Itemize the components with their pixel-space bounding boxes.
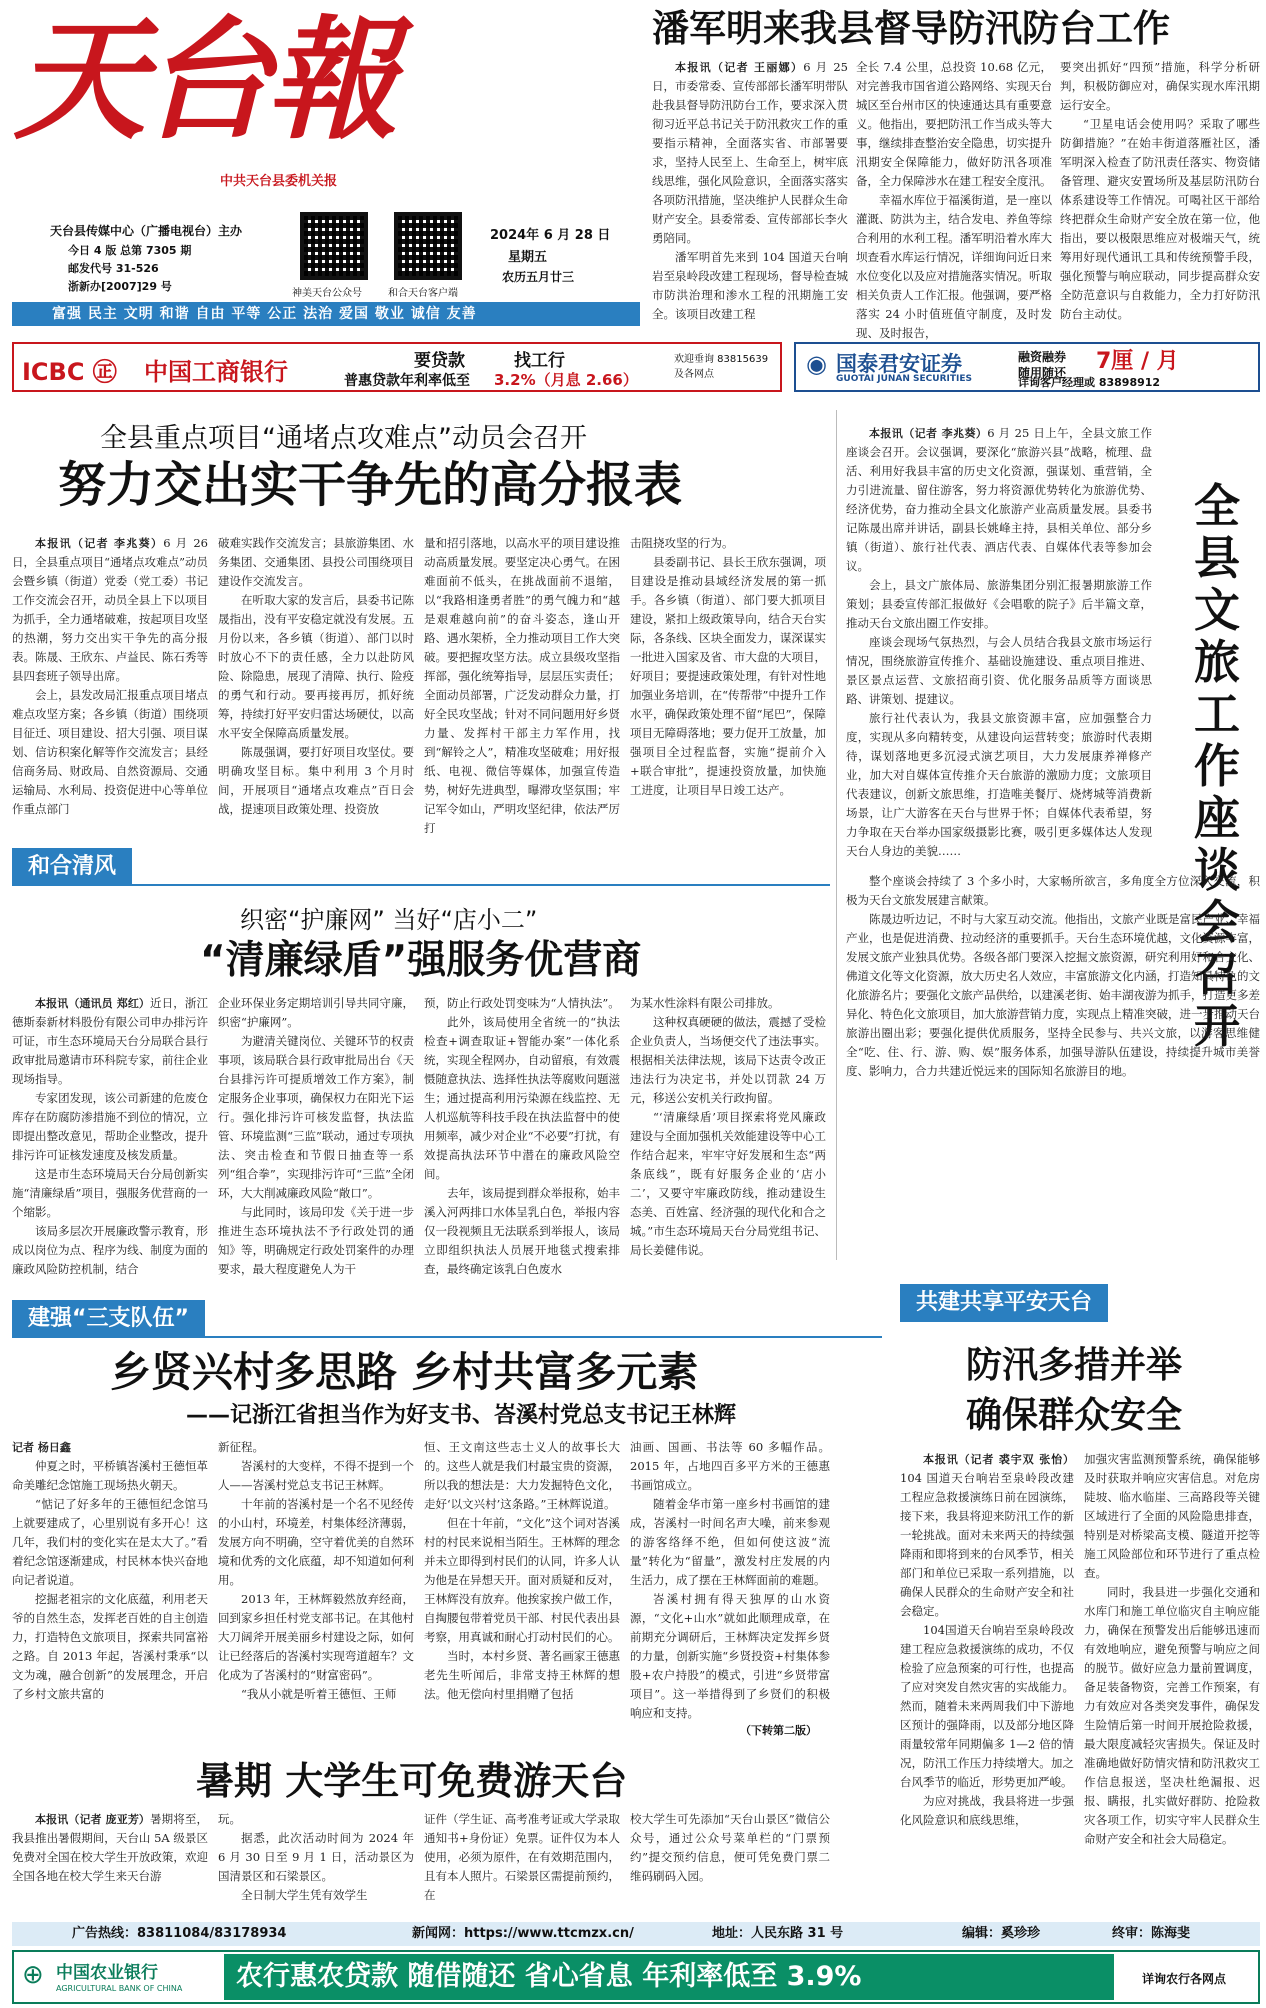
gtja-line-2: 随用随还 — [1018, 366, 1067, 380]
article2-kicker: 全县重点项目“通堵点攻难点”动员会召开 — [100, 423, 587, 454]
icbc-slogan-2: 找工行 — [514, 351, 565, 371]
article2-headline: 努力交出实干争先的高分报表 — [58, 457, 683, 513]
article5-byline: 本报讯（记者 裘宇双 张怡） — [923, 1453, 1074, 1466]
org-name: 中共天台县委机关报 — [220, 174, 338, 189]
lunar-date: 农历五月廿三 — [502, 270, 575, 284]
abc-en: AGRICULTURAL BANK OF CHINA — [56, 1984, 183, 1993]
right-feature-headline: 全县文旅工作座谈会召开 — [1194, 479, 1240, 1053]
issue-number: 今日 4 版 总第 7305 期 — [68, 244, 192, 257]
qr1-label: 神美天台公众号 — [292, 288, 362, 299]
gtja-logo-icon: ◉ — [806, 350, 827, 378]
article3-kicker: 织密“护廉网” 当好“店小二” — [240, 906, 538, 934]
article3-col-3: 预，防止行政处罚变味为“人情执法”。 此外，该局使用全省统一的“执法检查+调查取证+智能办案”一体化系统，实现全程网办，自动留痕，有效震慑随意执法、选择性执法等腐败问题滋生；通过提高利用污染源在线监控、无人机巡航等科技手段在执法监督中的使用频率，减少对企业“不必要”打扰，有效提高执法环节中潜在的廉政风险空间。 去年，该局提到群众举报称，始丰溪入河两排口水体呈乳白色，举报内容仅一段视频且无法联系到举报人，该局立即组织执法人员展开地毯式搜索排查，最终确定该乳白色废水 — [424, 996, 620, 1276]
article3-col-1: 本报讯（通讯员 郑红）近日，浙江德斯泰新材料股份有限公司申办排污许可证，市生态环境局天台分局联合县行政审批局邀请市环科院专家，前往企业现场指导。 专家团发现，该公司新建的危废仓库存在防腐防渗措施不到位的情况，立即提出整改意见，帮助企业整改，提升排污许可证核发速度及核发质量。 这是市生态环境局天台分局创新实施“清廉绿盾”项目，强服务优营商的一个缩影。 该局多层次开展廉政警示教育，形成以岗位为点、程序为线、制度为面的廉政风险防控机制，结合 — [12, 996, 208, 1276]
gtja-en: GUOTAI JUNAN SECURITIES — [836, 374, 972, 384]
newspaper-logo: 天台報 — [14, 3, 392, 158]
article5-headline-1: 防汛多措并举 — [966, 1345, 1183, 1386]
masthead — [0, 0, 640, 320]
article4-headline: 乡贤兴村多思路 乡村共富多元素 — [110, 1348, 699, 1396]
article4-col-1: 记者 杨日鑫 仲夏之时，平桥镇峇溪村王德恒革命美雕纪念馆施工现场热火朝天。 “惦记了好多年的王德恒纪念馆马上就要建成了，心里别说有多开心！这几年，我们村的变化实在是太大了。”看着纪念馆逐渐建成，村民林本快兴奋地向记者说道。 挖掘老祖宗的文化底蕴，利用老天爷的自然生态，发挥老百姓的自主创造力，打造特色文旅项目，探索共同富裕之路。自 2013 年起，峇溪村秉承“以文为魂，融合创新”的发展理念，开启了乡村文旅共富的 — [12, 1441, 208, 1701]
section-line-hehe — [12, 884, 830, 886]
icbc-contact: 欢迎垂询 83815639及各网点 — [674, 354, 769, 380]
footer-website[interactable]: 新闻网：https://www.ttcmzx.cn/ — [412, 1926, 634, 1941]
abc-name: 中国农业银行 — [56, 1963, 158, 1983]
article6-byline: 本报讯（记者 庞亚芳） — [35, 1813, 151, 1826]
right-column-divider — [836, 410, 837, 1260]
article6-col-3: 证件（学生证、高考准考证或大学录取通知书+身份证）免票。证件仅为本人使用，必须为原件，在有效期范围内，且有本人照片。石梁景区需提前预约，在 — [424, 1812, 620, 1902]
article4-continued: （下转第二版） — [740, 1724, 817, 1737]
gtja-ad[interactable] — [794, 342, 1260, 392]
issue-date: 2024年 6 月 28 日 — [490, 228, 611, 243]
icbc-rate: 3.2%（月息 2.66） — [494, 371, 638, 389]
right-feature-top: 本报讯（记者 李兆葵）6 月 25 日上午，全县文旅工作座谈会召开。会议强调，要深化“旅游兴县”战略，梳理、盘活、利用好我县丰富的历史文化资源，强谋划、重营销，全力引进流量、留住游客，努力将资源优势转化为旅游优势、经济优势，奋力推动全县文化旅游产业高质量发展。县委书记陈晟出席并讲话，副县长姚峰主持，县相关单位、部分乡镇（街道）、旅行社代表、酒店代表、自媒体代表等参加会议。 会上，县文广旅体局、旅游集团分别汇报暑期旅游工作策划；县委宣传部汇报做好《会唱歌的院子》后半篇文章，推动天台文旅出圈工作安排。 座谈会现场气氛热烈，与会人员结合我县文旅市场运行情况，围绕旅游宣传推介、基础设施建设、重点项目推进、景区景点运营、文旅招商引资、优化服务品质等方面谈思路、讲策划、提建议。 旅行社代表认为，我县文旅资源丰富，应加强整合力度，实现从多向精转变，从建设向运营转变；旅游时代表期待，谋划落地更多沉浸式演艺项目，大力发展康养禅修产业，加大对自媒体宣传推介天台旅游的激励力度；文旅项目代表建议，创新文旅思维，打造唯美餐厅、烧烤城等消费新场景，让广大游客在天台与世界于怀；自媒体代表希望，努力争取在天台举办国家级摄影比赛，吸引更多媒体达人发现天台人身边的美貌…… — [846, 426, 1152, 858]
section-tag-pingan: 共建共享平安天台 — [900, 1284, 1108, 1322]
article6-col-2: 玩。 据悉，此次活动时间为 2024 年 6 月 30 日至 9 月 1 日，活动景区为国清景区和石梁景区。 全日制大学生凭有效学生 — [218, 1812, 414, 1902]
article2-col-2: 破难实践作交流发言；县旅游集团、水务集团、交通集团、县投公司围绕项目建设作交流发言。 在听取大家的发言后，县委书记陈晟指出，没有平安稳定就没有发展。五月份以来，各乡镇（街道）、部门以时时放心不下的责任感，全力以赴防风险、除隐患，展现了清障、执行、险疫的勇气和行动。要再接再厉，抓好统筹，持续打好平安归雷达场硬仗，以高水平安全保障高质量发展。 陈晟强调，要打好项目攻坚仗。要明确攻坚目标。集中利用 3 个月时间，开展项目“通堵点攻难点”百日会战，提速项目政策处理、投资放 — [218, 536, 414, 816]
article2-byline: 本报讯（记者 李兆葵） — [35, 537, 164, 550]
wechat-qr-code — [300, 212, 368, 280]
footer-editor: 编辑：奚珍珍 — [962, 1926, 1041, 1941]
icbc-name: 中国工商银行 — [144, 358, 288, 386]
qr2-label: 和合天台客户端 — [388, 288, 458, 299]
article3-col-4: 为某水性涂料有限公司排放。 这种权真硬硬的做法，震撼了受检企业负责人，当场便交代了违法事实。根据相关法律法规，该局下达责令改正违法行为决定书，并处以罚款 24 万元，移送公安机关行政拘留。 “‘清廉绿盾’项目探索将党风廉政建设与全面加强机关效能建设等中心工作结合起来，牢牢守好发展和生态“两条底线”，既有好服务企业的‘店小二’，又要守牢廉政防线，推动建设生态美、百姓富、经济强的现代化和合之城。”市生态环境局天台分局党组书记、局长姜健伟说。 — [630, 996, 826, 1257]
footer-proof: 终审：陈海斐 — [1112, 1926, 1191, 1941]
article6-col-1: 本报讯（记者 庞亚芳）暑期将至，我县推出暑假期间，天台山 5A 级景区免费对全国在校大学生开放政策，欢迎全国各地在校大学生来天台游 — [12, 1812, 208, 1883]
icbc-slogan-1: 要贷款 — [414, 351, 465, 371]
article3-byline: 本报讯（通讯员 郑红） — [35, 997, 151, 1010]
section-tag-sanzhi: 建强“三支队伍” — [12, 1300, 205, 1338]
article6-col-4: 校大学生可先添加“天台山景区”微信公众号，通过公众号菜单栏的“门票预约”提交预约信息，便可凭免费门票二维码刷码入园。 — [630, 1812, 830, 1883]
article5-col-2: 加强灾害监测预警系统，确保能够及时获取并响应灾害信息。对危房陡坡、临水临崖、三高路段等关键区域进行了全面的风险隐患排查，特别是对桥梁高支模、隧道开挖等施工风险部位和环节进行了重点检查。 同时，我县进一步强化交通和水库门和施工单位临灾自主响应能力，确保在预警发出后能够迅速而有效地响应，避免预警与响应之间的脱节。做好应急力量前置调度，备足装备物资，完善工作预案，有力有效应对各类突发事件，确保发生险情后第一时间开展抢险救援，最大限度减轻灾害损失。保证及时准确地做好防情灾情和防汛救灾工作信息报送，坚决杜绝漏报、迟报、瞒报，扎实做好群防、抢险救灾各项工作，切实守牢人民群众生命财产安全和社会大局稳定。 — [1084, 1452, 1260, 1846]
right-feature-bottom: 整个座谈会持续了 3 个多小时，大家畅所欲言，多角度全方位深入交流，积极为天台文旅发展建言献策。 陈晟边听边记，不时与大家互动交流。他指出，文旅产业既是富民产业、幸福产业，也是促进消费、拉动经济的重要抓手。天台生态环境优越，文化资源丰富，发展文旅产业独具优势。各级各部门要深入挖掘文旅资源，研究利用好和合文化、佛道文化等文化资源，放大历史名人效应，丰富旅游文化内涵，打造知具特色的文化旅游名片；要强化文旅产品供给，以建溪老街、始丰湖夜游为抓手，打造更多差异化、特色化文旅项目，加大旅游营销力度，实现点上精准突破，进一步推动天台旅游出圈出彩；要强化提供优质服务，坚持全民参与、共兴文旅，以游客思维健全“吃、住、行、游、购、娱”服务体系，加强导游队伍建设，持续提升城市美誉度、影响力，合力共建近悦远来的国际知名旅游目的地。 — [846, 874, 1260, 1078]
license-number: 浙新办[2007]29 号 — [68, 280, 172, 293]
right-feature-byline: 本报讯（记者 李兆葵） — [869, 427, 988, 440]
postal-code: 邮发代号 31-526 — [68, 262, 159, 275]
lead-byline: 本报讯（记者 王丽娜） — [675, 61, 804, 74]
article3-col-2: 企业环保业务定期培训引导共同守廉，织密“护廉网”。 为避清关键岗位、关键环节的权责事项，该局联合县行政审批局出台《天台县排污许可提质增效工作方案》，制定服务企业事项，确保权力在阳光下运行。强化排污许可核发监督，执法监管、环境监测“三监”联动，通过专项执法、突击检查和节假日抽查等一系列“组合拳”，实现排污许可“三监”全闭环，大大削减廉政风险“敞口”。 与此同时，该局印发《关于进一步推进生态环境执法不予行政处罚的通知》等，明确规定行政处罚案件的办理要求，最大程度避免人为干 — [218, 996, 415, 1276]
lead-col-2: 全长 7.4 公里，总投资 10.68 亿元，对完善我市国省道公路网络、实现天台城区至台州市区的快速通达具有重要意义。他指出，要把防汛工作当成头等大事，继续排查整治安全隐患，切实提升汛期安全保障能力，做好防汛各项准备，全力保障涉水在建工程安全度汛。 幸福水库位于福溪街道，是一座以灌溉、防洪为主，结合发电、养鱼等综合利用的水利工程。潘军明沿着水库大坝查看水库运行情况，详细询问近日来水位变化以及应对措施落实情况。听取相关负责人工作汇报。他强调，要严格落实 24 小时值班值守制度，及时发现、及时报告， — [856, 60, 1052, 340]
icbc-logo-icon: ICBC ㊣ — [22, 358, 117, 386]
icbc-rate-prefix: 普惠贷款年利率低至 — [344, 373, 470, 389]
core-values-bar: 富强 民主 文明 和谐 自由 平等 公正 法治 爱国 敬业 诚信 友善 — [12, 302, 640, 326]
abc-slogan: 农行惠农贷款 随借随还 省心省息 年利率低至 3.9% — [224, 1954, 1114, 2000]
lead-col-1: 本报讯（记者 王丽娜）6 月 25 日，市委常委、宣传部部长潘军明带队赴我县督导防汛防台工作，要求深入贯彻习近平总书记关于防汛救灾工作的重要指示精神，全面落实省、市部署要求，坚持人民至上、生命至上，树牢底线思维，强化风险意识，全面落实落实各项防汛措施，坚决维护人民群众生命财产安全。县委常委、宣传部部长李火勇陪同。 潘军明首先来到 104 国道天台响岩至泉岭段改建工程现场，督导检查城市防洪治理和渗水工程的汛期施工安全。该项目改建工程 — [652, 60, 848, 321]
lead-col-3: 要突出抓好“四预”措施，科学分析研判，积极防御应对，确保实现水库汛期运行安全。 “卫星电话会使用吗？采取了哪些防御措施？”在始丰街道落雁社区，潘军明深入检查了防汛责任落实、物资储备管理、避灾安置场所及基层防汛防台体系建设等工作情况。可喝社区干部给终把群众生命财产安全放在第一位，他指出，要以极限思维应对极端天气，统筹用好现代通讯工具和传统预警手段，强化预警与响应联动，同步提高群众安全防范意识与自救能力，全力打好防汛防台主动仗。 — [1060, 60, 1260, 321]
abc-contact: 详询农行各网点 — [1142, 1972, 1227, 1986]
footer-ad-hotline: 广告热线：83811084/83178934 — [72, 1926, 287, 1941]
article4-col-2: 新征程。 峇溪村的大变样，不得不提到一个人——峇溪村党总支书记王林辉。 十年前的峇溪村是一个名不见经传的小山村，环境差，村集体经济薄弱，发展方向不明确，空守着优美的自然环境和优秀的文化底蕴，却不知道如何利用。 2013 年，王林辉毅然放弃经商，回到家乡担任村党支部书记。在其他村大刀阔斧开展美丽乡村建设之际，如何让已经落后的峇溪村实现弯道超车？文化成为了峇溪村的“财富密码”。 “我从小就是听着王德恒、王师 — [218, 1440, 414, 1701]
article2-col-1: 本报讯（记者 李兆葵）6 月 26 日，全县重点项目“通堵点攻难点”动员会暨乡镇（街道）党委（党工委）书记工作交流会召开，动员全县上下以项目为抓手，全力通堵破难，按起项目攻坚的热潮，努力交出实干争先的高分报表。陈晟、王欣东、卢益民、陈石秀等县四套班子领导出席。 会上，县发改局汇报重点项目堵点难点攻坚方案；各乡镇（街道）围绕项目征迁、项目建设、招大引强、项目谋划、信访积案化解等作交流发言；县经信商务局、财政局、自然资源局、交通运输局、水利局、投资促进中心等单位作重点部门 — [12, 536, 208, 816]
footer-address: 地址：人民东路 31 号 — [712, 1926, 844, 1941]
article4-col-3: 恒、王文南这些志士义人的故事长大的。这些人就是我们村最宝贵的资源，所以我的想法是：大力发掘特色文化，走好‘以文兴村’这条路。”王林辉说道。 但在十年前，“文化”这个词对峇溪村的村民来说相当陌生。王林辉的理念并未立即得到村民们的认同，许多人认为他是在异想天开。面对质疑和反对，王林辉没有放弃。他挨家挨户做工作，自掏腰包带着党员干部、村民代表出县考察，用真诚和耐心打动村民们的心。 当时，本村乡贤、著名画家王德惠老先生听闻后，非常支持王林辉的想法。他无偿向村里捐赠了包括 — [424, 1440, 620, 1701]
section-tag-hehe: 和合清风 — [12, 848, 132, 886]
abc-logo-icon: ⊕ — [22, 1960, 44, 1990]
abc-ad[interactable] — [12, 1950, 1260, 2004]
gtja-name: 国泰君安证券 — [836, 352, 962, 376]
article6-headline: 暑期 大学生可免费游天台 — [196, 1759, 628, 1803]
gtja-rate: 7厘 / 月 — [1096, 349, 1179, 374]
publisher: 天台县传媒中心（广播电视台）主办 — [50, 224, 243, 238]
gtja-contact: 详询客户经理或 83898912 — [1018, 376, 1161, 389]
article4-col-4: 油画、国画、书法等 60 多幅作品。2015 年，占地四百多平方米的王德惠书画馆成立。 随着金华市第一座乡村书画馆的建成，峇溪村一时间名声大噪，前来参观的游客络绎不绝，但如何使这波“流量”转化为“留量”，激发村庄发展的内生活力，成了摆在王林辉面前的难题。 峇溪村拥有得天独厚的山水资源，“文化+山水”就如此顺理成章，在前期充分调研后，王林辉决定发挥乡贤的力量，创新实施“乡贤投资+村集体参股+农户持股”的模式，引进“乡贤带富项目”。这一举措得到了乡贤们的积极响应和支持。 — [630, 1440, 830, 1720]
article3-headline: “清廉绿盾”强服务优营商 — [200, 938, 642, 983]
icbc-ad[interactable] — [12, 342, 782, 392]
gtja-line-1: 融资融券 — [1018, 350, 1067, 364]
issue-weekday: 星期五 — [508, 250, 548, 265]
footer-info-bar — [12, 1922, 1260, 1946]
article2-col-4: 击阻挠攻坚的行为。 县委副书记、县长王欣东强调，项目建设是推动县域经济发展的第一抓手。各乡镇（街道）、部门要大抓项目建设，紧扣上级政策导向，结合天台实际，各条线、区块全面发力，谋深谋实一批进入国家及省、市大盘的大项目，好项目；要提速政策处理，有针对性地加强业务培训，在“传帮带”中提升工作水平，确保政策处理不留“尾巴”，保障项目无障碍落地；要力促开工放量，加强项目全过程监督，实施“提前介入+联合审批”，提速投资放量，加快施工进度，让项目早日竣工达产。 — [630, 536, 826, 797]
lead-headline: 潘军明来我县督导防汛防台工作 — [652, 7, 1170, 50]
section-line-sanzhi — [12, 1336, 882, 1338]
article2-col-3: 量和招引落地，以高水平的项目建设推动高质量发展。要坚定决心勇气。在困难面前不低头，在挑战面前不退缩，以“我路相逢勇者胜”的勇气魄力和“越是艰难越向前”的奋斗姿态，逢山开路、遇水架桥，全力推动项目工作大突破。要把握攻坚方法。成立县级攻坚指挥部，强化统筹指导，层层压实责任；全面动员部署，广泛发动群众力量，打好全民攻坚战；针对不同问题用好乡贤力量、发挥村干部主力军作用，找到“解铃之人”，精准攻坚破难；用好报纸、电视、微信等媒体，加强宣传造势，树好先进典型，曝滞攻坚氛围；牢记军令如山，严明攻坚纪律，依法严厉打 — [424, 536, 620, 835]
app-qr-code — [394, 212, 462, 280]
article4-subheadline: ——记浙江省担当作为好支书、峇溪村党总支书记王林辉 — [186, 1403, 737, 1428]
article5-headline-2: 确保群众安全 — [966, 1395, 1183, 1436]
article4-byline: 记者 杨日鑫 — [12, 1441, 71, 1454]
article5-col-1: 本报讯（记者 裘宇双 张怡）104 国道天台响岩至泉岭段改建工程应急救援演练日前在园演练，接下来，我县将迎来防汛工作的新一轮挑战。面对未来两天的持续强降雨和即将到来的台风季节，相关部门和单位已采取一系列措施，以确保人民群众的生命财产安全和社会稳定。 104国道天台响岩至泉岭段改建工程应急救援演练的成功，不仅检验了应急预案的可行性，也提高了应对突发自然灾害的实战能力。然而，随着未来两周我们中下游地区预计的强降雨，以及部分地区降雨量较常年同期偏多 1—2 倍的情况，防汛工作压力持续增大。加之台风季节的临近，形势更加严峻。 为应对挑战，我县将进一步强化风险意识和底线思维， — [900, 1453, 1074, 1827]
